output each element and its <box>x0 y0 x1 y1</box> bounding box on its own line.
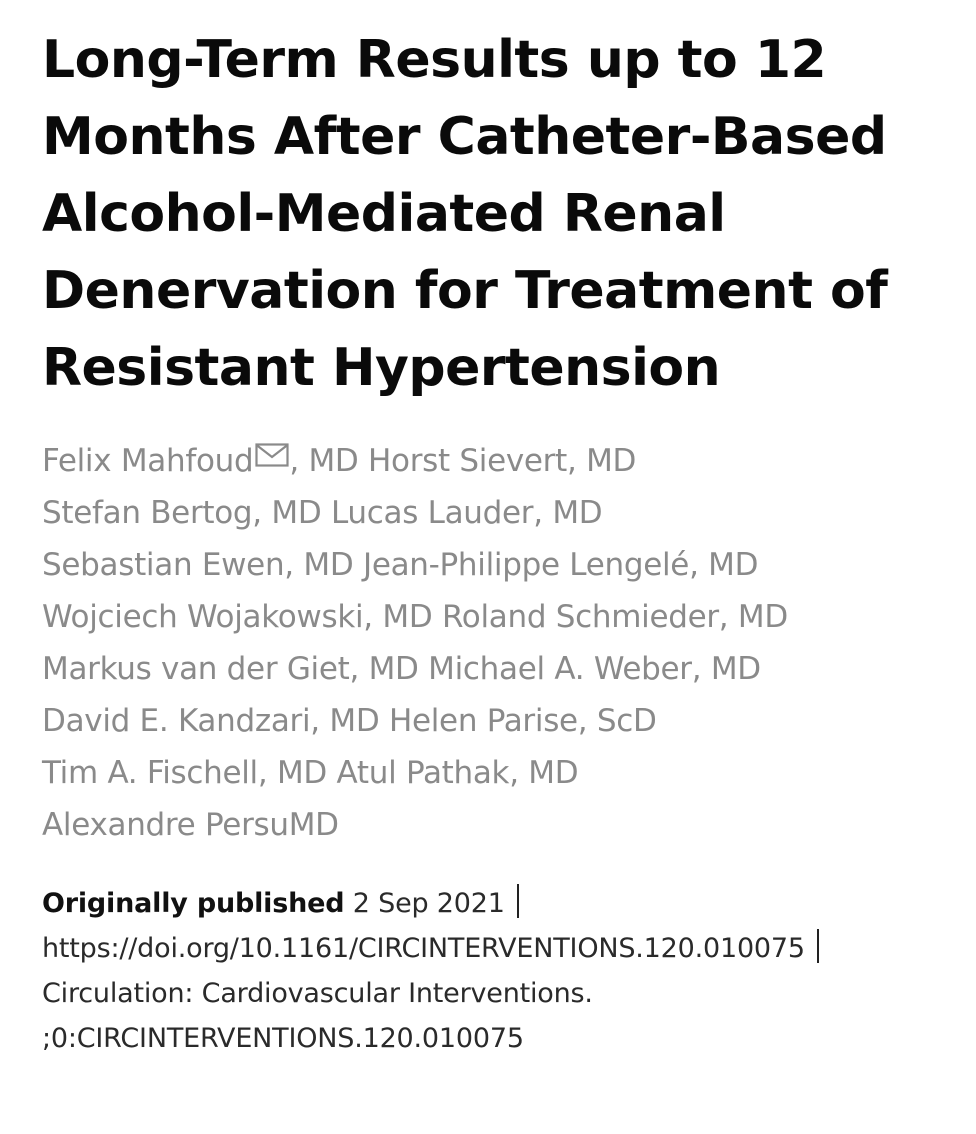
author-line: Sebastian Ewen, MD Jean-Philippe Lengelé, MD <box>42 547 759 583</box>
author-line: Tim A. Fischell, MD Atul Pathak, MD <box>42 755 579 791</box>
journal-name: Circulation: Cardiovascular Interventions. <box>42 978 593 1009</box>
doi-link[interactable]: https://doi.org/10.1161/CIRCINTERVENTIONS.120.010075 <box>42 933 805 964</box>
author-list <box>42 435 942 851</box>
citation-id: ;0:CIRCINTERVENTIONS.120.010075 <box>42 1023 524 1054</box>
author-line: Stefan Bertog, MD Lucas Lauder, MD <box>42 495 603 531</box>
separator <box>517 884 519 918</box>
author-text: , MD Horst Sievert, MD <box>289 443 637 479</box>
article-page <box>42 22 942 1061</box>
separator <box>817 929 819 963</box>
author-line: Wojciech Wojakowski, MD Roland Schmieder, MD <box>42 599 788 635</box>
author-name-link[interactable]: Felix Mahfoud <box>42 443 254 479</box>
publication-meta <box>42 881 942 1061</box>
publication-date: 2 Sep 2021 <box>352 888 505 919</box>
author-line <box>42 435 942 487</box>
doi-line <box>42 926 942 971</box>
article-title: Long-Term Results up to 12 Months After Catheter-Based Alcohol-Mediated Renal Denervation for Treatment of Resistant Hypertension <box>42 30 888 398</box>
author-line: Alexandre PersuMD <box>42 807 339 843</box>
author-line: Markus van der Giet, MD Michael A. Weber, MD <box>42 651 761 687</box>
mail-icon[interactable] <box>255 443 289 467</box>
published-label: Originally published <box>42 888 345 919</box>
publication-date-line <box>42 881 942 926</box>
author-line: David E. Kandzari, MD Helen Parise, ScD <box>42 703 657 739</box>
